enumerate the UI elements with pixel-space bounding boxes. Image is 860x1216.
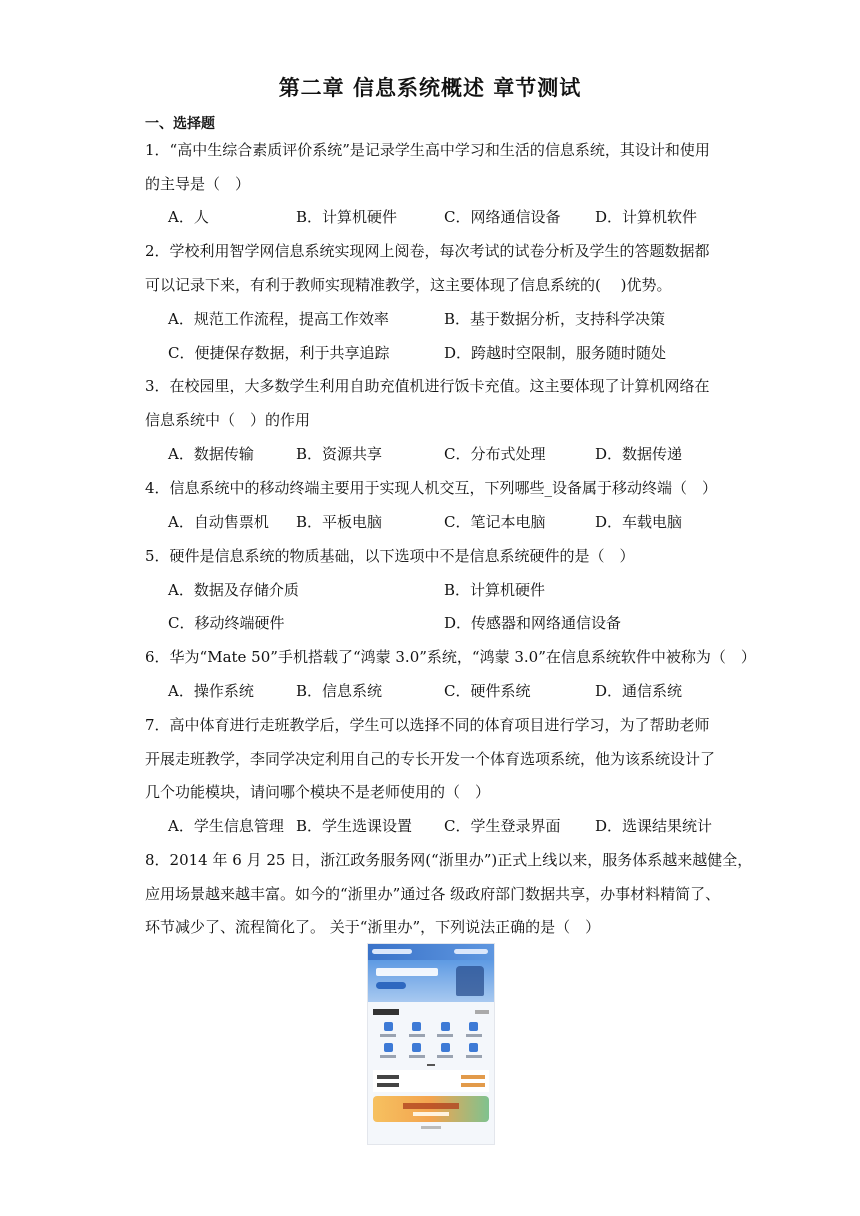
q3-option-a: A．数据传输 <box>168 445 254 463</box>
q4-option-a: A．自动售票机 <box>168 513 269 531</box>
q4-option-d: D．车载电脑 <box>595 513 683 531</box>
question-8-line-1: 8．2014 年 6 月 25 日，浙江政务服务网(“浙里办”)正式上线以来，服务体系越来越健全， <box>145 851 753 869</box>
q7-option-a: A．学生信息管理 <box>168 817 284 835</box>
q5-option-b: B．计算机硬件 <box>444 581 546 599</box>
service-icon <box>412 1043 421 1052</box>
q2-option-d: D．跨越时空限制，服务随时随处 <box>444 344 667 362</box>
person-illustration-icon <box>456 966 484 996</box>
q5-option-a: A．数据及存储介质 <box>168 581 299 599</box>
service-icon <box>384 1043 393 1052</box>
q3-option-c: C．分布式处理 <box>444 445 546 463</box>
q4-option-b: B．平板电脑 <box>296 513 383 531</box>
app-service-grid <box>368 1020 494 1060</box>
question-1-line-1: 1．“高中生综合素质评价系统”是记录学生高中学习和生活的信息系统，其设计和使用 <box>145 141 710 159</box>
q7-option-d: D．选课结果统计 <box>595 817 713 835</box>
app-price-list <box>373 1070 489 1092</box>
service-icon <box>412 1022 421 1031</box>
q4-option-c: C．笔记本电脑 <box>444 513 546 531</box>
app-section-header <box>373 1006 489 1018</box>
service-icon <box>384 1022 393 1031</box>
q6-option-a: A．操作系统 <box>168 682 254 700</box>
q6-option-c: C．硬件系统 <box>444 682 531 700</box>
question-6-line-1: 6．华为“Mate 50”手机搭载了“鸿蒙 3.0”系统，“鸿蒙 3.0”在信息系统软件中被称为（ ） <box>145 648 756 666</box>
q1-option-c: C．网络通信设备 <box>444 208 561 226</box>
service-icon <box>441 1043 450 1052</box>
q2-option-c: C．便捷保存数据，利于共享追踪 <box>168 344 390 362</box>
question-7-line-2: 开展走班教学，李同学决定利用自己的专长开发一个体育选项系统，他为该系统设计了 <box>145 750 716 768</box>
question-1-line-2: 的主导是（ ） <box>145 175 251 193</box>
q7-option-c: C．学生登录界面 <box>444 817 561 835</box>
question-7-line-1: 7．高中体育进行走班教学后，学生可以选择不同的体育项目进行学习，为了帮助老师 <box>145 716 710 734</box>
question-5-line-1: 5．硬件是信息系统的物质基础，以下选项中不是信息系统硬件的是（ ） <box>145 547 635 565</box>
question-2-line-2: 可以记录下来，有利于教师实现精准教学，这主要体现了信息系统的( )优势。 <box>145 276 672 294</box>
q2-option-b: B．基于数据分析，支持科学决策 <box>444 310 666 328</box>
question-2-line-1: 2．学校利用智学网信息系统实现网上阅卷，每次考试的试卷分析及学生的答题数据都 <box>145 242 710 260</box>
question-3-line-1: 3．在校园里，大多数学生利用自助充值机进行饭卡充值。这主要体现了计算机网络在 <box>145 377 710 395</box>
question-4-line-1: 4．信息系统中的移动终端主要用于实现人机交互，下列哪些_设备属于移动终端（ ） <box>145 479 718 497</box>
q6-option-d: D．通信系统 <box>595 682 683 700</box>
app-screenshot-image <box>367 943 495 1145</box>
app-ad-banner <box>373 1096 489 1122</box>
q6-option-b: B．信息系统 <box>296 682 383 700</box>
service-icon <box>469 1022 478 1031</box>
app-banner <box>368 960 494 1002</box>
q1-option-b: B．计算机硬件 <box>296 208 398 226</box>
service-icon <box>469 1043 478 1052</box>
page-title: 第二章 信息系统概述 章节测试 <box>278 75 582 100</box>
question-3-line-2: 信息系统中（ ）的作用 <box>145 411 311 429</box>
q2-option-a: A．规范工作流程，提高工作效率 <box>168 310 389 328</box>
q1-option-d: D．计算机软件 <box>595 208 698 226</box>
question-8-line-2: 应用场景越来越丰富。如今的“浙里办”通过各 级政府部门数据共享，办事材料精简了、 <box>145 885 721 903</box>
q5-option-d: D．传感器和网络通信设备 <box>444 614 622 632</box>
app-status-bar <box>368 944 494 960</box>
q5-option-c: C．移动终端硬件 <box>168 614 285 632</box>
service-icon <box>441 1022 450 1031</box>
q1-option-a: A．人 <box>168 208 209 226</box>
q3-option-b: B．资源共享 <box>296 445 383 463</box>
section-heading: 一、选择题 <box>145 116 215 132</box>
q7-option-b: B．学生选课设置 <box>296 817 413 835</box>
question-8-line-3: 环节减少了、流程简化了。 关于“浙里办”，下列说法正确的是（ ） <box>145 918 601 936</box>
q3-option-d: D．数据传递 <box>595 445 683 463</box>
question-7-line-3: 几个功能模块，请问哪个模块不是老师使用的（ ） <box>145 783 491 801</box>
